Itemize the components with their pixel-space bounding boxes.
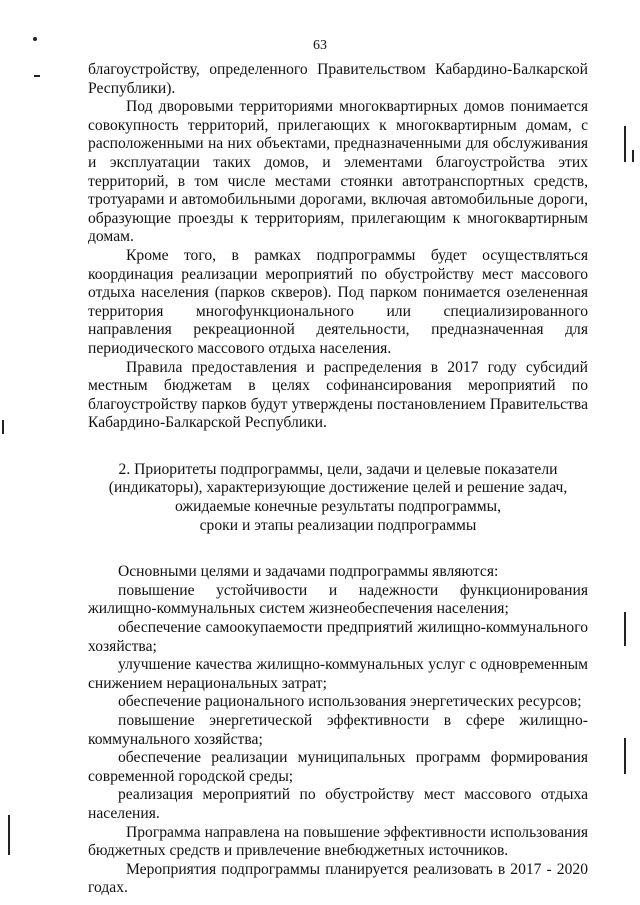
paragraph-courtyard-territories: Под дворовыми территориями многоквартирных домов понимается совокупность территорий, прилегающих к многоквартирным домам, с расположенными на них объектами, предназначенными для обслуживания и эксплуатации таких домов, и элементами благоустройства этих территорий, в том числе местами стоянки автотранспортных средств, тротуарами и автомобильными дорогами, включая автомобильные дороги, образующие проезды к территориям, прилегающим к многоквартирным домам.	[88, 98, 588, 246]
scan-edge-mark	[8, 815, 10, 855]
goal-item: обеспечение реализации муниципальных программ формирования современной городской среды;	[88, 749, 588, 785]
body-text	[88, 61, 588, 898]
goal-item: повышение энергетической эффективности в сфере жилищно-коммунального хозяйства;	[88, 712, 588, 748]
page-number: 63	[313, 38, 327, 53]
scan-speck	[33, 37, 37, 41]
scan-edge-mark	[632, 150, 634, 162]
paragraph-parks-coordination: Кроме того, в рамках подпрограммы будет осуществляться координация реализации мероприятий по обустройству мест массового отдыха населения (парков скверов). Под парком понимается озелененная территория многофункционального или специализированного направления рекреационной деятельности, предназначенная для периодического массового отдыха населения.	[88, 246, 588, 357]
paragraph-subsidy-rules: Правила предоставления и распределения в 2017 году субсидий местным бюджетам в целях софинансирования мероприятий по благоустройству парков будут утверждены постановлением Правительства Кабардино-Балкарской Республики.	[88, 358, 588, 432]
intro-continuation: благоустройству, определенного Правительством Кабардино-Балкарской Республики).	[88, 61, 588, 97]
goal-item: повышение устойчивости и надежности функционирования жилищно-коммунальных систем жизнеобеспечения населения;	[88, 581, 588, 618]
section-heading-line: 2. Приоритеты подпрограммы, цели, задачи и целевые показатели	[118, 460, 558, 478]
goals-intro: Основными целями и задачами подпрограммы являются:	[118, 563, 499, 581]
section-heading-line: сроки и этапы реализации подпрограммы	[199, 516, 477, 534]
goal-item: обеспечение самоокупаемости предприятий жилищно-коммунального хозяйства;	[88, 619, 588, 655]
closing-paragraph-program: Программа направлена на повышение эффективности использования бюджетных средств и привлечение внебюджетных источников.	[88, 823, 588, 860]
goal-item: обеспечение рационального использования энергетических ресурсов;	[118, 693, 582, 711]
section-heading	[88, 461, 588, 535]
scan-edge-mark	[624, 738, 626, 774]
section-heading-line: (индикаторы), характеризующие достижение целей и решение задач,	[108, 479, 568, 497]
goal-item: реализация мероприятий по обустройству мест массового отдыха населения.	[88, 786, 588, 822]
scan-edge-mark	[624, 126, 626, 162]
section-heading-line: ожидаемые конечные результаты подпрограммы,	[174, 498, 502, 516]
scan-edge-mark	[624, 612, 626, 646]
scan-edge-mark	[2, 420, 4, 434]
scan-speck	[34, 75, 40, 77]
goal-item: улучшение качества жилищно-коммунальных услуг с одновременным снижением нерациональных затрат;	[88, 656, 588, 692]
closing-paragraph-timeline: Мероприятия подпрограммы планируется реализовать в 2017 - 2020 годах.	[88, 860, 588, 897]
